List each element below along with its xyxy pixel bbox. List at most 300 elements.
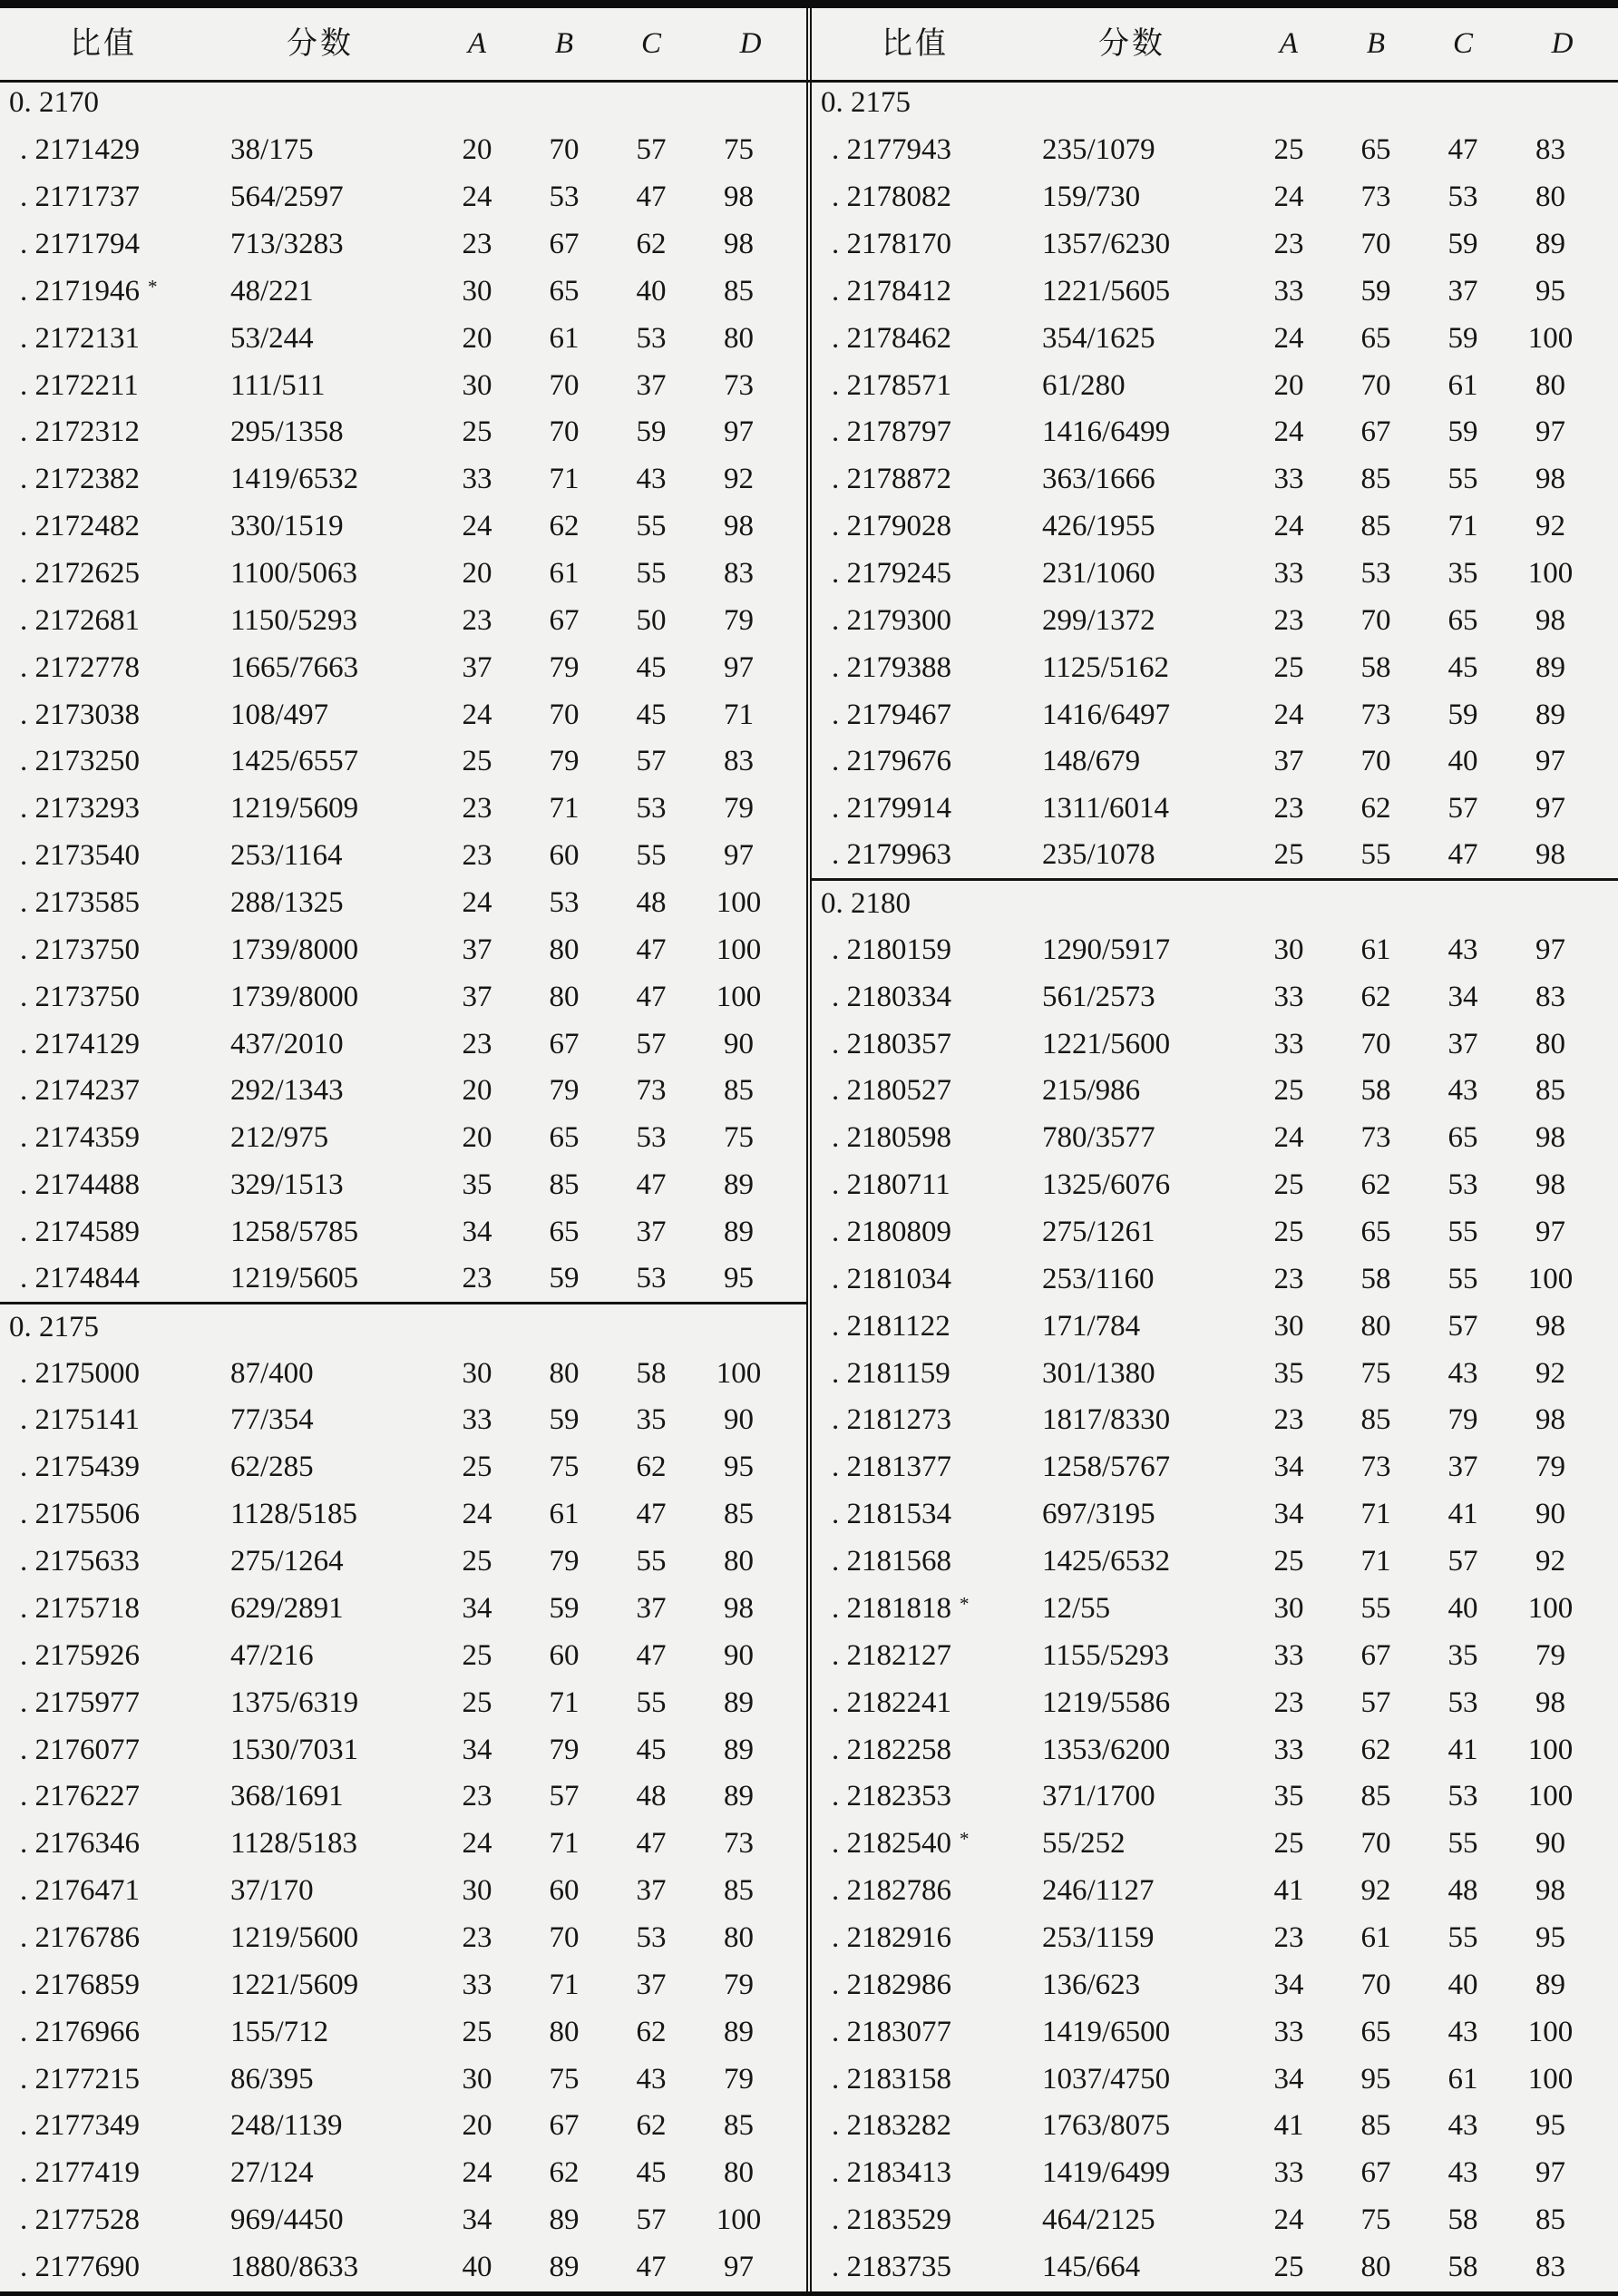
col-d-cell: 100 bbox=[1527, 1262, 1574, 1295]
col-c-cell: 57 bbox=[636, 2203, 667, 2237]
col-a-cell: 25 bbox=[462, 745, 492, 778]
fraction-cell: 1375/6319 bbox=[230, 1685, 359, 1719]
table-row bbox=[812, 738, 1618, 786]
ratio-cell: . 2180357 bbox=[832, 1027, 951, 1060]
fraction-cell: 235/1079 bbox=[1042, 133, 1155, 167]
fraction-cell: 1221/5605 bbox=[1042, 274, 1171, 308]
col-c-cell: 43 bbox=[1447, 2109, 1478, 2143]
fraction-cell: 212/975 bbox=[230, 1121, 329, 1155]
col-b-cell: 62 bbox=[549, 510, 580, 543]
col-d-cell: 85 bbox=[1535, 1074, 1565, 1108]
col-a-cell: 23 bbox=[462, 1920, 492, 1954]
col-a-cell: 20 bbox=[462, 1074, 492, 1108]
fraction-cell: 1219/5600 bbox=[230, 1920, 359, 1954]
col-a-cell: 25 bbox=[462, 1638, 492, 1672]
col-c-cell: 53 bbox=[636, 1121, 667, 1155]
fraction-cell: 145/664 bbox=[1042, 2250, 1141, 2283]
ratio-cell: . 2181818 * bbox=[832, 1591, 970, 1625]
col-a-cell: 24 bbox=[462, 886, 492, 920]
col-c-cell: 47 bbox=[1447, 838, 1478, 872]
col-b-cell: 70 bbox=[549, 415, 580, 449]
col-b-cell: 67 bbox=[549, 1027, 580, 1060]
col-d-cell: 80 bbox=[724, 321, 754, 355]
col-d-cell: 95 bbox=[1535, 2109, 1565, 2143]
col-a-cell: 30 bbox=[462, 274, 492, 308]
col-b-cell: 62 bbox=[549, 2156, 580, 2190]
table-row bbox=[812, 1726, 1618, 1773]
table-row bbox=[0, 1586, 806, 1633]
col-d-cell: 100 bbox=[1527, 1780, 1574, 1813]
ratio-cell: . 2173750 bbox=[20, 933, 140, 966]
col-d-cell: 98 bbox=[1535, 1309, 1565, 1343]
col-d-cell: 98 bbox=[1535, 603, 1565, 637]
col-b-cell: 85 bbox=[1360, 1403, 1391, 1437]
col-c-cell: 45 bbox=[636, 2156, 667, 2190]
fraction-cell: 1416/6497 bbox=[1042, 698, 1171, 731]
col-d-cell: 98 bbox=[724, 181, 754, 214]
col-c-cell: 71 bbox=[1447, 510, 1478, 543]
fraction-cell: 1419/6532 bbox=[230, 463, 359, 496]
table-row bbox=[0, 738, 806, 786]
col-c-cell: 43 bbox=[1447, 933, 1478, 966]
fraction-cell: 437/2010 bbox=[230, 1027, 344, 1060]
fraction-cell: 1100/5063 bbox=[230, 557, 357, 591]
table-row bbox=[0, 1961, 806, 2008]
fraction-cell: 253/1160 bbox=[1042, 1262, 1155, 1295]
col-a-cell: 41 bbox=[1273, 1874, 1304, 1908]
ratio-table-left bbox=[0, 8, 806, 2291]
ratio-cell: . 2171794 bbox=[20, 228, 140, 260]
col-a-cell: 24 bbox=[1273, 2203, 1304, 2237]
col-d-cell: 85 bbox=[724, 1498, 754, 1531]
table-row bbox=[812, 503, 1618, 551]
col-c-cell: 40 bbox=[1447, 745, 1478, 778]
col-c-cell: 45 bbox=[636, 1733, 667, 1766]
col-b-cell: 67 bbox=[1360, 2156, 1391, 2190]
table-row bbox=[0, 2103, 806, 2150]
col-b-cell: 75 bbox=[1360, 1356, 1391, 1390]
col-b-cell: 59 bbox=[549, 1262, 580, 1295]
col-c-cell: 58 bbox=[1447, 2203, 1478, 2237]
table-row bbox=[0, 1021, 806, 1068]
col-c-cell: 59 bbox=[1447, 415, 1478, 449]
ratio-cell: . 2182258 bbox=[832, 1733, 951, 1766]
col-a-cell: 34 bbox=[462, 2203, 492, 2237]
ratio-cell: . 2183158 bbox=[832, 2062, 951, 2096]
col-a-cell: 34 bbox=[462, 1733, 492, 1766]
bottom-border-rule bbox=[0, 2291, 1618, 2296]
ratio-cell: . 2178462 bbox=[832, 321, 951, 355]
ratio-cell: . 2183529 bbox=[832, 2203, 951, 2237]
fraction-cell: 1128/5183 bbox=[230, 1827, 357, 1861]
ratio-cell: . 2176966 bbox=[20, 2015, 140, 2048]
table-row bbox=[812, 1868, 1618, 1915]
col-a-cell: 20 bbox=[462, 2109, 492, 2143]
col-b-cell: 61 bbox=[1360, 933, 1391, 966]
fraction-cell: 253/1164 bbox=[230, 839, 343, 873]
col-a-cell: 25 bbox=[462, 1545, 492, 1578]
col-b-cell: 67 bbox=[1360, 415, 1391, 449]
col-a-cell: 33 bbox=[1273, 274, 1304, 308]
ratio-cell: . 2181159 bbox=[832, 1356, 950, 1390]
col-c-cell: 40 bbox=[1447, 1591, 1478, 1625]
col-b-cell: 71 bbox=[549, 463, 580, 496]
col-b-cell: 70 bbox=[549, 133, 580, 167]
fraction-cell: 55/252 bbox=[1042, 1827, 1126, 1861]
table-row bbox=[0, 1821, 806, 1868]
col-c-cell: 61 bbox=[1447, 368, 1478, 402]
ratio-cell: . 2182241 bbox=[832, 1685, 951, 1719]
col-a-cell: 25 bbox=[1273, 838, 1304, 872]
fraction-cell: 1150/5293 bbox=[230, 603, 357, 637]
table-row bbox=[0, 551, 806, 598]
col-a-cell: 25 bbox=[462, 415, 492, 449]
table-row bbox=[812, 268, 1618, 315]
fraction-cell: 301/1380 bbox=[1042, 1356, 1155, 1390]
section-row bbox=[812, 880, 1618, 927]
header-col-b: B bbox=[554, 27, 574, 60]
col-d-cell: 92 bbox=[1535, 1356, 1565, 1390]
col-c-cell: 47 bbox=[636, 980, 667, 1013]
col-d-cell: 97 bbox=[724, 650, 754, 684]
col-d-cell: 89 bbox=[1535, 698, 1565, 731]
col-a-cell: 37 bbox=[462, 650, 492, 684]
fraction-cell: 155/712 bbox=[230, 2015, 329, 2048]
ratio-cell: . 2180711 bbox=[832, 1168, 950, 1202]
col-d-cell: 92 bbox=[724, 463, 754, 496]
col-b-cell: 79 bbox=[549, 1074, 580, 1108]
ratio-cell: . 2181377 bbox=[832, 1451, 951, 1484]
col-c-cell: 55 bbox=[1447, 1262, 1478, 1295]
col-c-cell: 41 bbox=[1447, 1733, 1478, 1766]
ratio-cell: . 2178170 bbox=[832, 228, 951, 260]
table-row bbox=[0, 1491, 806, 1539]
fraction-cell: 1290/5917 bbox=[1042, 933, 1171, 966]
col-c-cell: 34 bbox=[1447, 980, 1478, 1013]
col-c-cell: 37 bbox=[1447, 1451, 1478, 1484]
fraction-cell: 1258/5767 bbox=[1042, 1451, 1171, 1484]
ratio-cell: . 2175718 bbox=[20, 1591, 140, 1625]
ratio-cell: . 2178872 bbox=[832, 463, 951, 496]
col-d-cell: 83 bbox=[724, 557, 754, 591]
fraction-cell: 330/1519 bbox=[230, 510, 344, 543]
fraction-cell: 48/221 bbox=[230, 274, 314, 308]
col-d-cell: 89 bbox=[1535, 1968, 1565, 2001]
col-b-cell: 80 bbox=[1360, 2250, 1391, 2283]
table-row bbox=[812, 2056, 1618, 2103]
col-d-cell: 89 bbox=[1535, 650, 1565, 684]
table-row bbox=[812, 221, 1618, 269]
col-b-cell: 65 bbox=[1360, 321, 1391, 355]
col-b-cell: 79 bbox=[549, 745, 580, 778]
ratio-cell: . 2174844 bbox=[20, 1262, 140, 1295]
col-c-cell: 47 bbox=[636, 1638, 667, 1672]
fraction-cell: 231/1060 bbox=[1042, 557, 1155, 591]
ratio-cell: . 2171429 bbox=[20, 133, 140, 167]
col-a-cell: 23 bbox=[1273, 792, 1304, 826]
col-a-cell: 25 bbox=[1273, 1827, 1304, 1861]
col-d-cell: 95 bbox=[724, 1262, 754, 1295]
col-d-cell: 97 bbox=[1535, 1216, 1565, 1249]
right-half bbox=[812, 8, 1618, 2291]
col-d-cell: 97 bbox=[724, 415, 754, 449]
table-row bbox=[812, 1679, 1618, 1726]
table-row bbox=[812, 1915, 1618, 1962]
col-c-cell: 53 bbox=[1447, 1780, 1478, 1813]
col-a-cell: 33 bbox=[1273, 557, 1304, 591]
col-b-cell: 79 bbox=[549, 1733, 580, 1766]
ratio-cell: . 2180598 bbox=[832, 1121, 951, 1155]
col-a-cell: 23 bbox=[1273, 1920, 1304, 1954]
fraction-cell: 275/1264 bbox=[230, 1545, 344, 1578]
col-b-cell: 85 bbox=[549, 1168, 580, 1202]
col-d-cell: 92 bbox=[1535, 510, 1565, 543]
ratio-cell: . 2180809 bbox=[832, 1216, 951, 1249]
col-a-cell: 33 bbox=[1273, 2156, 1304, 2190]
col-a-cell: 25 bbox=[1273, 1545, 1304, 1578]
col-a-cell: 24 bbox=[462, 698, 492, 731]
col-b-cell: 65 bbox=[1360, 2015, 1391, 2048]
col-b-cell: 70 bbox=[549, 368, 580, 402]
col-d-cell: 83 bbox=[724, 745, 754, 778]
col-c-cell: 55 bbox=[636, 839, 667, 873]
col-a-cell: 34 bbox=[462, 1216, 492, 1249]
table-row bbox=[0, 315, 806, 362]
ratio-cell: . 2183735 bbox=[832, 2250, 951, 2283]
col-c-cell: 47 bbox=[636, 2250, 667, 2283]
col-c-cell: 50 bbox=[636, 603, 667, 637]
col-a-cell: 30 bbox=[462, 1356, 492, 1390]
col-d-cell: 89 bbox=[724, 1733, 754, 1766]
col-c-cell: 55 bbox=[636, 510, 667, 543]
col-a-cell: 20 bbox=[462, 321, 492, 355]
col-c-cell: 47 bbox=[636, 933, 667, 966]
col-a-cell: 24 bbox=[1273, 698, 1304, 731]
table-row bbox=[0, 1539, 806, 1586]
ratio-cell: . 2181034 bbox=[832, 1262, 951, 1295]
table-row bbox=[812, 2244, 1618, 2291]
col-d-cell: 79 bbox=[724, 603, 754, 637]
table-row bbox=[812, 1821, 1618, 1868]
ratio-cell: . 2177349 bbox=[20, 2109, 140, 2143]
table-body-right bbox=[812, 80, 1618, 2291]
fraction-cell: 61/280 bbox=[1042, 368, 1126, 402]
table-body-left bbox=[0, 80, 806, 2291]
table-row bbox=[0, 833, 806, 880]
col-b-cell: 65 bbox=[549, 1121, 580, 1155]
fraction-cell: 246/1127 bbox=[1042, 1874, 1155, 1908]
col-a-cell: 25 bbox=[1273, 650, 1304, 684]
fraction-cell: 1219/5609 bbox=[230, 792, 359, 826]
ratio-cell: . 2182786 bbox=[832, 1874, 951, 1908]
col-c-cell: 61 bbox=[1447, 2062, 1478, 2096]
fraction-cell: 371/1700 bbox=[1042, 1780, 1155, 1813]
col-c-cell: 43 bbox=[636, 2062, 667, 2096]
table-row bbox=[0, 362, 806, 409]
table-row bbox=[812, 174, 1618, 221]
col-d-cell: 85 bbox=[724, 1874, 754, 1908]
header-underline-rule bbox=[0, 80, 1618, 83]
col-a-cell: 24 bbox=[462, 1827, 492, 1861]
col-d-cell: 95 bbox=[1535, 1920, 1565, 1954]
col-a-cell: 23 bbox=[1273, 1403, 1304, 1437]
fraction-cell: 1763/8075 bbox=[1042, 2109, 1171, 2143]
col-d-cell: 95 bbox=[724, 1451, 754, 1484]
ratio-cell: . 2173750 bbox=[20, 980, 140, 1013]
col-d-cell: 89 bbox=[724, 1168, 754, 1202]
fraction-cell: 295/1358 bbox=[230, 415, 344, 449]
col-c-cell: 53 bbox=[636, 1920, 667, 1954]
fraction-cell: 215/986 bbox=[1042, 1074, 1141, 1108]
col-b-cell: 79 bbox=[549, 1545, 580, 1578]
col-a-cell: 33 bbox=[462, 463, 492, 496]
ratio-cell: . 2179245 bbox=[832, 557, 951, 591]
col-d-cell: 75 bbox=[724, 133, 754, 167]
col-b-cell: 62 bbox=[1360, 1168, 1391, 1202]
col-d-cell: 80 bbox=[1535, 1027, 1565, 1060]
col-b-cell: 80 bbox=[549, 980, 580, 1013]
col-c-cell: 57 bbox=[1447, 1545, 1478, 1578]
fraction-cell: 1219/5586 bbox=[1042, 1685, 1171, 1719]
col-a-cell: 24 bbox=[1273, 510, 1304, 543]
col-d-cell: 100 bbox=[716, 933, 762, 966]
col-b-cell: 60 bbox=[549, 1874, 580, 1908]
fraction-cell: 1353/6200 bbox=[1042, 1733, 1171, 1766]
col-c-cell: 45 bbox=[636, 698, 667, 731]
fraction-cell: 713/3283 bbox=[230, 228, 344, 260]
table-row bbox=[812, 1961, 1618, 2008]
table-row bbox=[0, 1209, 806, 1256]
col-d-cell: 98 bbox=[724, 228, 754, 260]
fraction-cell: 27/124 bbox=[230, 2156, 314, 2190]
col-a-cell: 24 bbox=[462, 510, 492, 543]
col-c-cell: 53 bbox=[636, 792, 667, 826]
col-a-cell: 33 bbox=[462, 1403, 492, 1437]
col-d-cell: 79 bbox=[724, 2062, 754, 2096]
col-a-cell: 35 bbox=[1273, 1780, 1304, 1813]
col-d-cell: 100 bbox=[716, 1356, 762, 1390]
ratio-cell: . 2179914 bbox=[832, 792, 951, 826]
col-a-cell: 37 bbox=[462, 980, 492, 1013]
col-a-cell: 35 bbox=[462, 1168, 492, 1202]
col-d-cell: 83 bbox=[1535, 133, 1565, 167]
ratio-cell: . 2179300 bbox=[832, 603, 951, 637]
col-c-cell: 40 bbox=[1447, 1968, 1478, 2001]
ratio-cell: . 2172625 bbox=[20, 557, 140, 591]
table-row bbox=[0, 691, 806, 738]
section-label: 0. 2175 bbox=[821, 86, 911, 120]
table-row bbox=[0, 1679, 806, 1726]
ratio-cell: . 2177215 bbox=[20, 2062, 140, 2096]
ratio-cell: . 2180159 bbox=[832, 933, 951, 966]
col-c-cell: 59 bbox=[636, 415, 667, 449]
col-b-cell: 80 bbox=[549, 1356, 580, 1390]
ratio-cell: . 2172312 bbox=[20, 415, 140, 449]
col-c-cell: 43 bbox=[1447, 1074, 1478, 1108]
col-a-cell: 37 bbox=[1273, 745, 1304, 778]
col-a-cell: 23 bbox=[462, 1780, 492, 1813]
col-a-cell: 33 bbox=[1273, 1733, 1304, 1766]
col-c-cell: 53 bbox=[1447, 181, 1478, 214]
col-b-cell: 61 bbox=[549, 321, 580, 355]
header-ratio: 比值 bbox=[70, 26, 137, 61]
col-a-cell: 25 bbox=[462, 1451, 492, 1484]
col-b-cell: 71 bbox=[549, 1968, 580, 2001]
fraction-cell: 1739/8000 bbox=[230, 933, 359, 966]
ratio-cell: . 2177690 bbox=[20, 2250, 140, 2283]
fraction-cell: 111/511 bbox=[230, 368, 326, 402]
col-d-cell: 89 bbox=[724, 2015, 754, 2048]
col-c-cell: 65 bbox=[1447, 1121, 1478, 1155]
col-a-cell: 23 bbox=[1273, 603, 1304, 637]
col-d-cell: 80 bbox=[1535, 181, 1565, 214]
col-c-cell: 45 bbox=[636, 650, 667, 684]
col-b-cell: 71 bbox=[549, 1685, 580, 1719]
col-c-cell: 53 bbox=[1447, 1168, 1478, 1202]
ratio-cell: . 2179676 bbox=[832, 745, 951, 778]
ratio-cell: . 2174589 bbox=[20, 1216, 140, 1249]
table-row bbox=[812, 1586, 1618, 1633]
col-b-cell: 53 bbox=[1360, 557, 1391, 591]
col-c-cell: 48 bbox=[1447, 1874, 1478, 1908]
col-c-cell: 47 bbox=[636, 1498, 667, 1531]
table-row bbox=[812, 551, 1618, 598]
fraction-cell: 969/4450 bbox=[230, 2203, 344, 2237]
table-row bbox=[0, 644, 806, 691]
header-row bbox=[812, 8, 1618, 80]
table-row bbox=[0, 1255, 806, 1303]
col-c-cell: 43 bbox=[1447, 2015, 1478, 2048]
col-b-cell: 71 bbox=[549, 792, 580, 826]
col-d-cell: 97 bbox=[1535, 933, 1565, 966]
table-row bbox=[0, 1915, 806, 1962]
col-b-cell: 71 bbox=[1360, 1498, 1391, 1531]
col-c-cell: 58 bbox=[1447, 2250, 1478, 2283]
ratio-cell: . 2173250 bbox=[20, 745, 140, 778]
ratio-cell: . 2183282 bbox=[832, 2109, 951, 2143]
two-column-layout bbox=[0, 8, 1618, 2291]
ratio-cell: . 2172382 bbox=[20, 463, 140, 496]
ratio-cell: . 2172211 bbox=[20, 368, 139, 402]
fraction-cell: 235/1078 bbox=[1042, 838, 1155, 872]
ratio-cell: . 2172778 bbox=[20, 650, 140, 684]
header-col-b: B bbox=[1366, 27, 1386, 60]
ratio-cell: . 2183077 bbox=[832, 2015, 951, 2048]
table-row bbox=[812, 1491, 1618, 1539]
col-b-cell: 60 bbox=[549, 1638, 580, 1672]
col-a-cell: 25 bbox=[1273, 1216, 1304, 1249]
ratio-cell: . 2180527 bbox=[832, 1074, 951, 1108]
col-b-cell: 59 bbox=[549, 1591, 580, 1625]
fraction-cell: 780/3577 bbox=[1042, 1121, 1155, 1155]
table-row bbox=[0, 174, 806, 221]
ratio-cell: . 2175439 bbox=[20, 1451, 140, 1484]
col-d-cell: 97 bbox=[1535, 792, 1565, 826]
col-b-cell: 57 bbox=[549, 1780, 580, 1813]
fraction-cell: 292/1343 bbox=[230, 1074, 344, 1108]
col-b-cell: 70 bbox=[1360, 1968, 1391, 2001]
table-row bbox=[812, 127, 1618, 174]
table-row bbox=[812, 409, 1618, 456]
star-marker: * bbox=[960, 1592, 970, 1615]
col-c-cell: 47 bbox=[1447, 133, 1478, 167]
ratio-cell: . 2182540 * bbox=[832, 1827, 970, 1861]
col-d-cell: 98 bbox=[1535, 1874, 1565, 1908]
col-a-cell: 20 bbox=[1273, 368, 1304, 402]
header-ratio: 比值 bbox=[882, 26, 949, 61]
table-row bbox=[0, 2056, 806, 2103]
col-c-cell: 43 bbox=[1447, 1356, 1478, 1390]
